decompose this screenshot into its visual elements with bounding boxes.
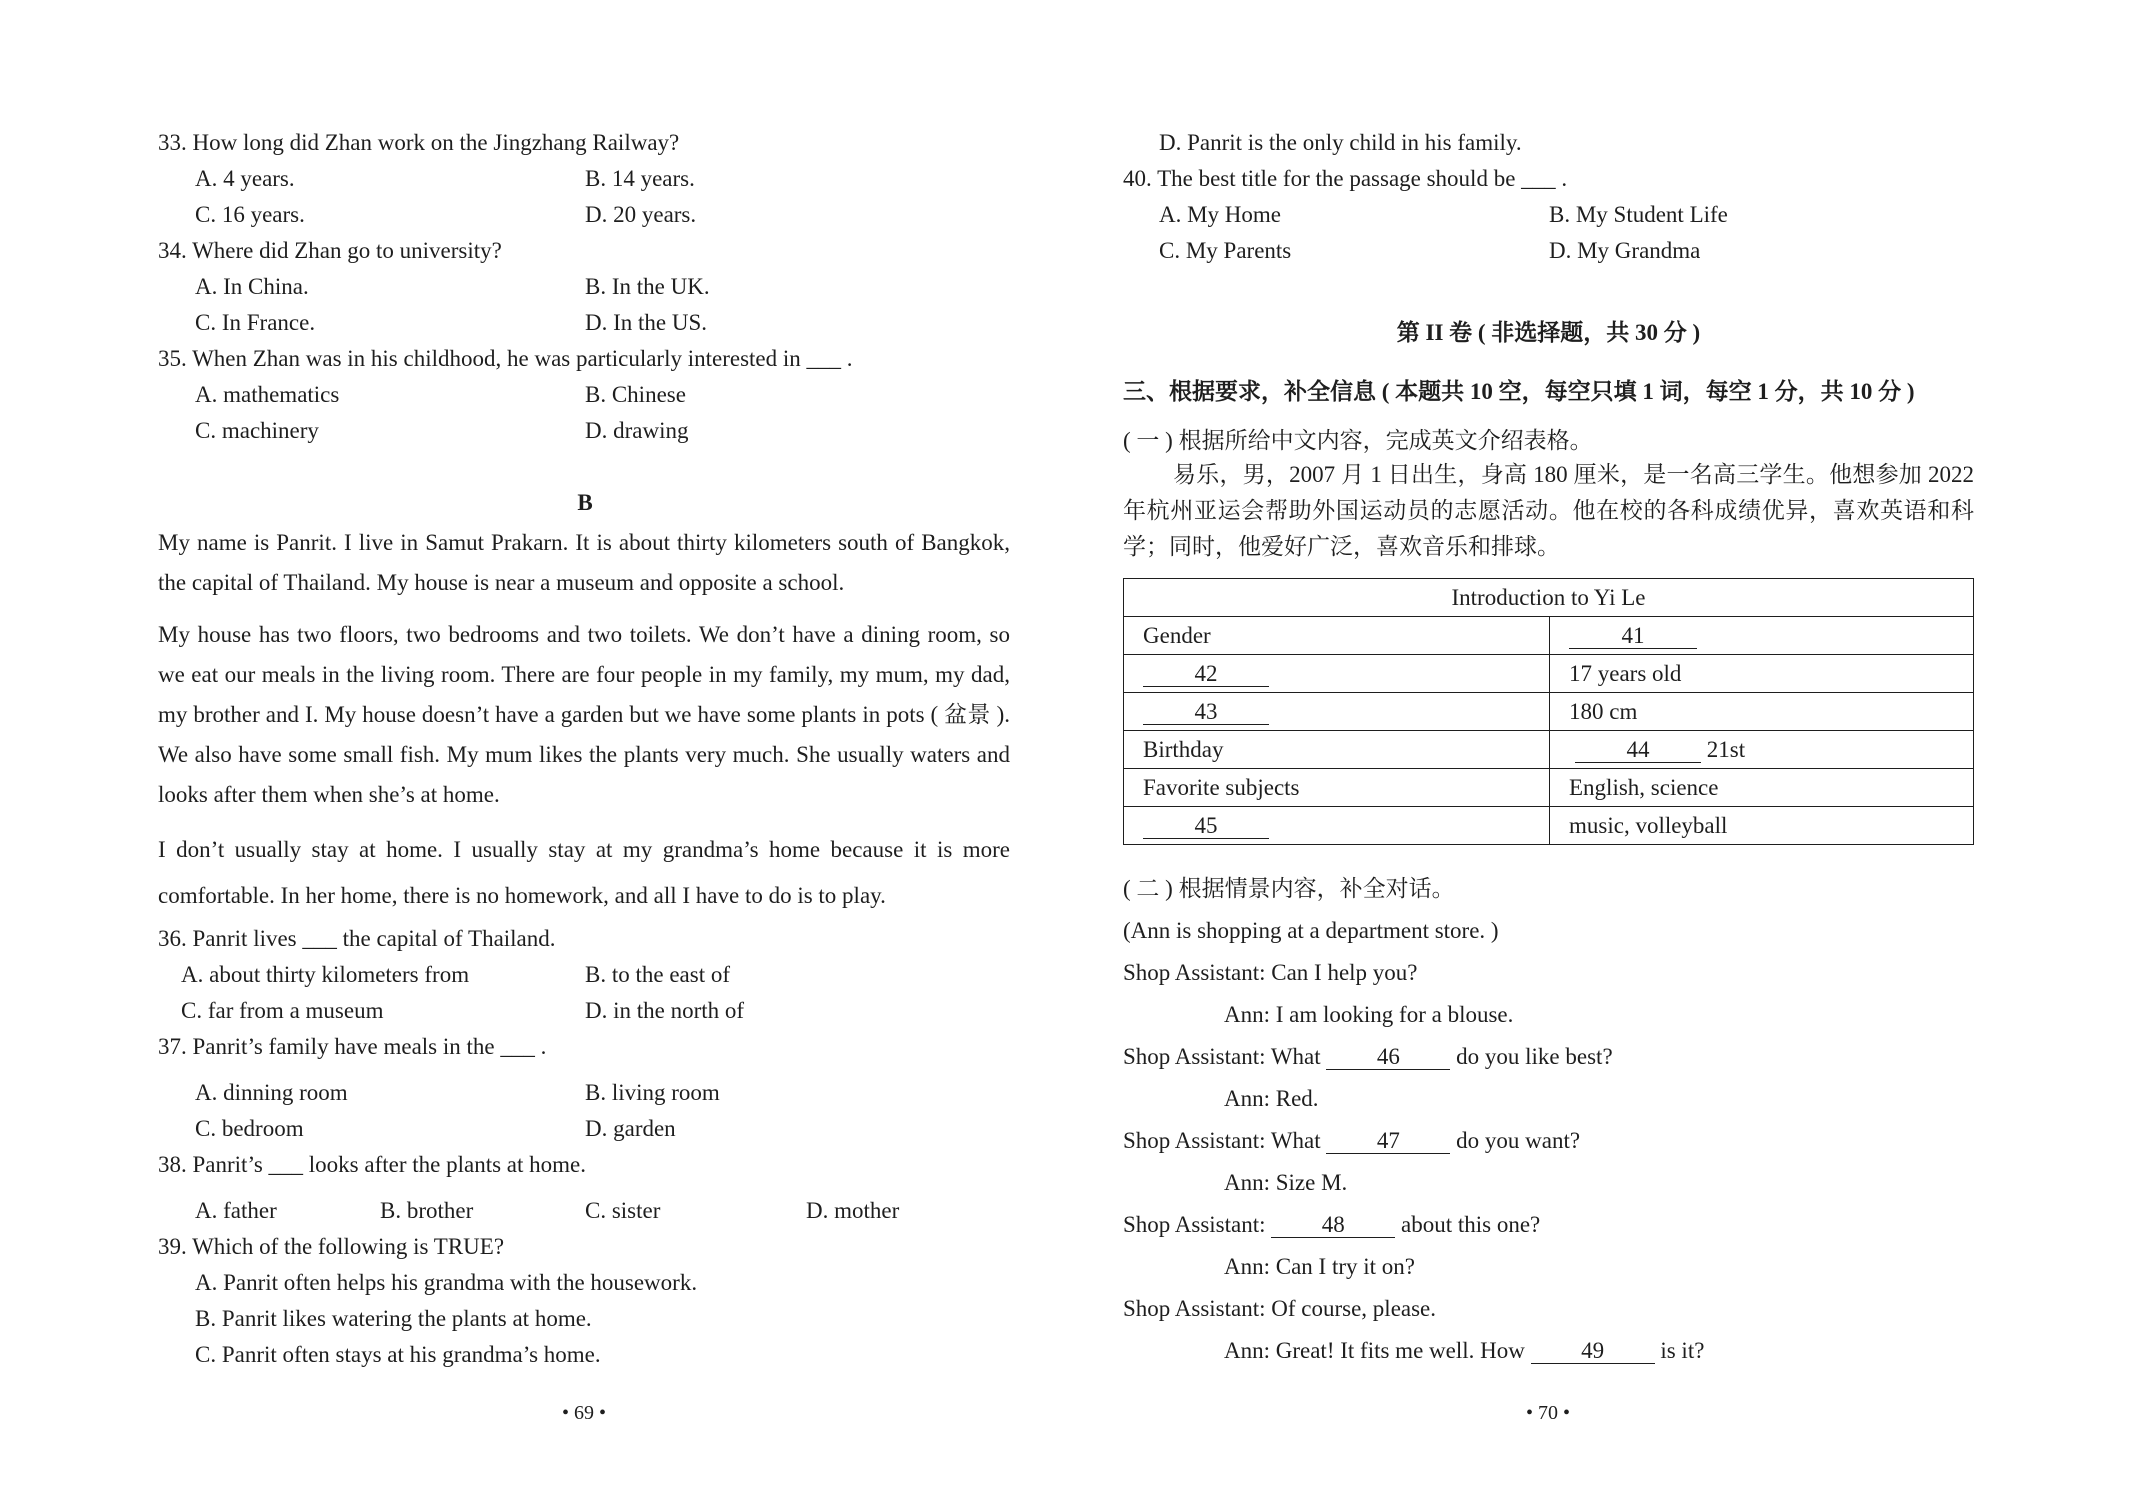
- question-39-option-a: A. Panrit often helps his grandma with the housework.: [195, 1270, 698, 1295]
- dialogue-line-9: Shop Assistant: Of course, please.: [1123, 1296, 1437, 1321]
- birthday-label: Birthday: [1124, 731, 1550, 769]
- dialogue-line-7: [1123, 1210, 1540, 1240]
- question-38-option-b: B. brother: [380, 1198, 474, 1223]
- question-34-option-d: D. In the US.: [585, 310, 708, 335]
- dialogue-line-10-prefix: Ann: Great! It fits me well. How: [1224, 1338, 1525, 1363]
- page-number-left: • 69 •: [561, 1402, 606, 1424]
- question-33-option-d: D. 20 years.: [585, 202, 697, 227]
- question-38-option-d: D. mother: [806, 1198, 900, 1223]
- question-33-stem: 33. How long did Zhan work on the Jingzhang Railway?: [158, 130, 680, 155]
- dialogue-line-10-suffix: is it?: [1660, 1338, 1705, 1363]
- blank-47[interactable]: 47: [1326, 1129, 1450, 1154]
- question-33-option-a: A. 4 years.: [195, 166, 295, 191]
- question-34-option-b: B. In the UK.: [585, 274, 710, 299]
- question-40-option-c: C. My Parents: [1159, 238, 1292, 263]
- subpart-two-instructions: ( 二 ) 根据情景内容，补全对话。: [1123, 876, 1455, 901]
- blank-45[interactable]: 45: [1143, 814, 1269, 839]
- question-36-option-a: A. about thirty kilometers from: [181, 962, 470, 987]
- dialogue-line-7-suffix: about this one?: [1401, 1212, 1541, 1237]
- passage-paragraph-2: My house has two floors, two bedrooms and two toilets. We don’t have a dining room, so we eat our meals in the living room. There are four people in my family, my mum, my dad, my brother and I. My house doesn’t have a garden but we have some plants in pots ( 盆景 ). We also have some small fish. My mum likes the plants very much. She usually waters and looks after them when she’s at home.: [158, 622, 1010, 807]
- question-39-option-b: B. Panrit likes watering the plants at home.: [195, 1306, 592, 1331]
- section-b-heading: B: [577, 490, 593, 515]
- hobbies-value: music, volleyball: [1550, 807, 1974, 845]
- table-row: [1124, 617, 1974, 655]
- question-35-option-c: C. machinery: [195, 418, 319, 443]
- question-37-option-b: B. living room: [585, 1080, 720, 1105]
- question-36-stem: 36. Panrit lives ___ the capital of Thailand.: [158, 926, 556, 951]
- dialogue-line-3: [1123, 1042, 1613, 1072]
- table-row: [1124, 807, 1974, 845]
- blank-42[interactable]: 42: [1143, 662, 1269, 687]
- table-row: [1124, 769, 1974, 807]
- birthday-suffix: 21st: [1706, 736, 1746, 762]
- dialogue-line-6: Ann: Size M.: [1224, 1170, 1348, 1195]
- subjects-label: Favorite subjects: [1124, 769, 1550, 807]
- question-33-option-c: C. 16 years.: [195, 202, 305, 227]
- question-35-option-d: D. drawing: [585, 418, 689, 443]
- question-36-option-b: B. to the east of: [585, 962, 730, 987]
- dialogue-line-8: Ann: Can I try it on?: [1224, 1254, 1415, 1279]
- question-35-option-b: B. Chinese: [585, 382, 686, 407]
- birthday-cell: [1550, 731, 1974, 769]
- dialogue-line-7-prefix: Shop Assistant:: [1123, 1212, 1266, 1237]
- table-row: [1124, 731, 1974, 769]
- volume-ii-title: 第 II 卷 ( 非选择题，共 30 分 ): [1396, 320, 1701, 345]
- left-page: [0, 0, 1065, 1508]
- dialogue-line-1: Shop Assistant: Can I help you?: [1123, 960, 1418, 985]
- question-40-option-a: A. My Home: [1159, 202, 1282, 227]
- question-35-option-a: A. mathematics: [195, 382, 340, 407]
- introduction-table: [1123, 578, 1974, 845]
- question-37-stem: 37. Panrit’s family have meals in the ___ .: [158, 1034, 547, 1059]
- subjects-value: English, science: [1550, 769, 1974, 807]
- blank-49[interactable]: 49: [1531, 1339, 1655, 1364]
- question-40-stem: 40. The best title for the passage should be ___ .: [1123, 166, 1568, 191]
- table-row: [1124, 693, 1974, 731]
- question-38-option-a: A. father: [195, 1198, 277, 1223]
- blank-44[interactable]: 44: [1575, 738, 1701, 763]
- dialogue-line-4: Ann: Red.: [1224, 1086, 1319, 1111]
- subpart-one-instructions: ( 一 ) 根据所给中文内容，完成英文介绍表格。: [1123, 428, 1593, 453]
- question-37-option-a: A. dinning room: [195, 1080, 348, 1105]
- gender-label: Gender: [1124, 617, 1550, 655]
- dialogue-line-5: [1123, 1126, 1580, 1156]
- question-40-option-d: D. My Grandma: [1549, 238, 1701, 263]
- question-37-option-c: C. bedroom: [195, 1116, 304, 1141]
- dialogue-scene: (Ann is shopping at a department store. ): [1123, 918, 1499, 943]
- question-35-stem: 35. When Zhan was in his childhood, he was particularly interested in ___ .: [158, 346, 853, 371]
- question-39-option-d: D. Panrit is the only child in his family.: [1159, 130, 1522, 155]
- question-34-option-a: A. In China.: [195, 274, 309, 299]
- question-39-option-c: C. Panrit often stays at his grandma’s home.: [195, 1342, 601, 1367]
- dialogue-line-2: Ann: I am looking for a blouse.: [1224, 1002, 1514, 1027]
- page-number-right: • 70 •: [1525, 1402, 1570, 1424]
- question-38-option-c: C. sister: [585, 1198, 661, 1223]
- table-row: [1124, 655, 1974, 693]
- dialogue-line-3-prefix: Shop Assistant: What: [1123, 1044, 1321, 1069]
- blank-43[interactable]: 43: [1143, 700, 1269, 725]
- passage-paragraph-1: My name is Panrit. I live in Samut Prakarn. It is about thirty kilometers south of Bangkok, the capital of Thailand. My house is near a museum and opposite a school.: [158, 530, 1010, 595]
- part-three-instructions: 三、根据要求，补全信息 ( 本题共 10 空，每空只填 1 词，每空 1 分，共 10 分 ): [1123, 379, 1915, 404]
- passage-paragraph-3: I don’t usually stay at home. I usually stay at my grandma’s home because it is more comfortable. In her home, there is no homework, and all I have to do is to play.: [158, 837, 1010, 908]
- question-37-option-d: D. garden: [585, 1116, 676, 1141]
- dialogue-line-10: [1224, 1336, 1704, 1366]
- dialogue-line-3-suffix: do you like best?: [1456, 1044, 1613, 1069]
- dialogue-line-5-prefix: Shop Assistant: What: [1123, 1128, 1321, 1153]
- question-34-option-c: C. In France.: [195, 310, 316, 335]
- height-value: 180 cm: [1550, 693, 1974, 731]
- blank-48[interactable]: 48: [1271, 1213, 1395, 1238]
- question-38-stem: 38. Panrit’s ___ looks after the plants at home.: [158, 1152, 586, 1177]
- blank-41[interactable]: 41: [1569, 624, 1697, 649]
- chinese-passage: 易乐，男，2007 月 1 日出生，身高 180 厘米，是一名高三学生。他想参加 2022 年杭州亚运会帮助外国运动员的志愿活动。他在校的各科成绩优异，喜欢英语和科学；同时，他爱好广泛，喜欢音乐和排球。: [1123, 462, 1974, 559]
- question-33-option-b: B. 14 years.: [585, 166, 695, 191]
- question-39-stem: 39. Which of the following is TRUE?: [158, 1234, 505, 1259]
- age-value: 17 years old: [1550, 655, 1974, 693]
- question-36-option-c: C. far from a museum: [181, 998, 384, 1023]
- question-40-option-b: B. My Student Life: [1549, 202, 1728, 227]
- blank-46[interactable]: 46: [1326, 1045, 1450, 1070]
- question-36-option-d: D. in the north of: [585, 998, 745, 1023]
- table-title: Introduction to Yi Le: [1124, 579, 1974, 617]
- dialogue-line-5-suffix: do you want?: [1456, 1128, 1581, 1153]
- question-34-stem: 34. Where did Zhan go to university?: [158, 238, 502, 263]
